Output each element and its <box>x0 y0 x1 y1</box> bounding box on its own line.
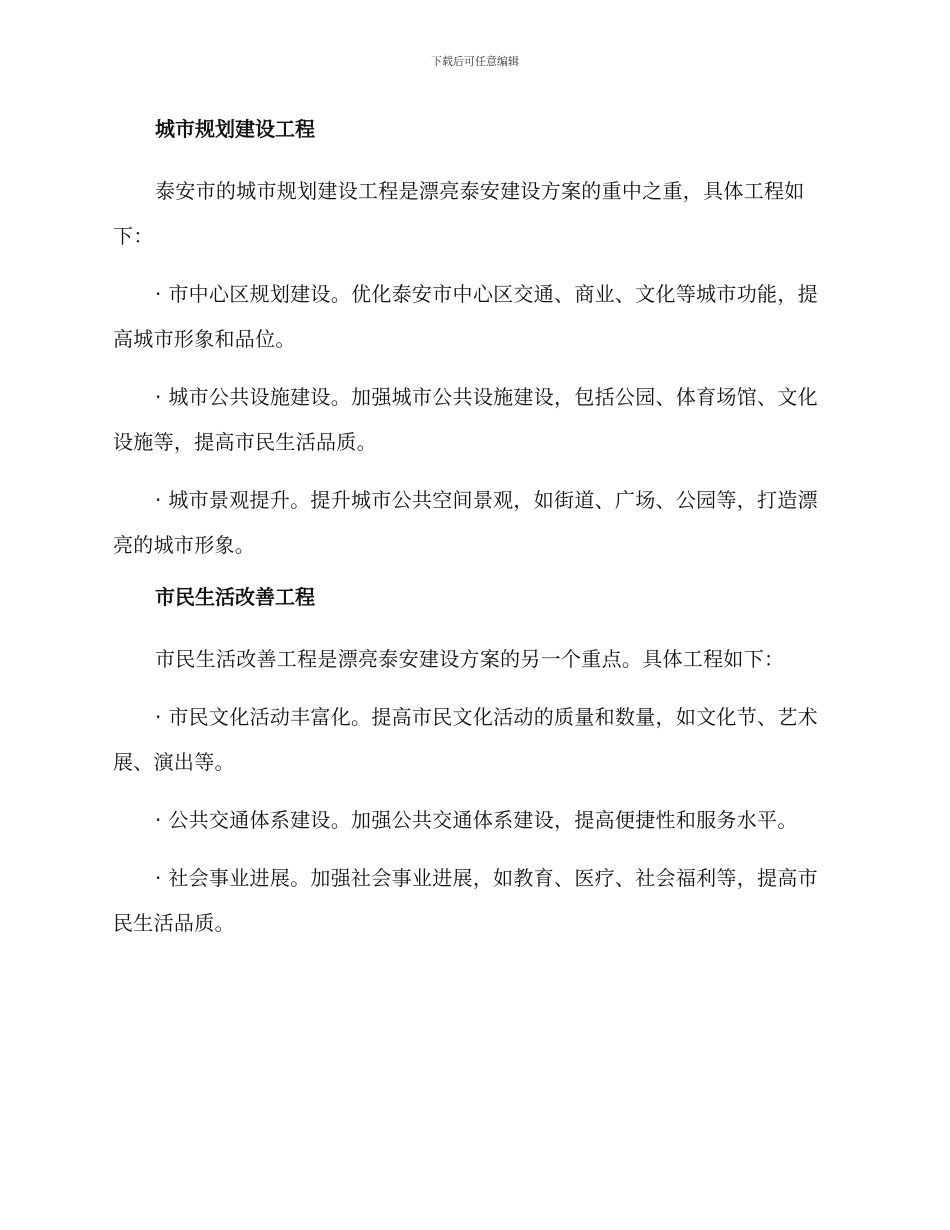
list-item: · 城市公共设施建设。加强城市公共设施建设，包括公园、体育场馆、文化设施等，提高市民生活品质。 <box>113 385 818 454</box>
section-title-citizen-life: 市民生活改善工程 <box>155 585 315 609</box>
page-header: 下载后可任意编辑 <box>431 55 519 68</box>
list-item: · 城市景观提升。提升城市公共空间景观，如街道、广场、公园等，打造漂亮的城市形象。 <box>113 488 818 557</box>
section-title-urban-planning: 城市规划建设工程 <box>155 117 315 141</box>
list-item: · 市中心区规划建设。优化泰安市中心区交通、商业、文化等城市功能，提高城市形象和品位。 <box>113 282 818 351</box>
list-item: · 社会事业进展。加强社会事业进展，如教育、医疗、社会福利等，提高市民生活品质。 <box>113 866 818 935</box>
section-intro-urban-planning: 泰安市的城市规划建设工程是漂亮泰安建设方案的重中之重，具体工程如下： <box>113 179 805 248</box>
section-intro-citizen-life: 市民生活改善工程是漂亮泰安建设方案的另一个重点。具体工程如下： <box>155 647 785 671</box>
document-body <box>113 113 833 959</box>
list-item: · 公共交通体系建设。加强公共交通体系建设，提高便捷性和服务水平。 <box>155 808 798 832</box>
list-item: · 市民文化活动丰富化。提高市民文化活动的质量和数量，如文化节、艺术展、演出等。 <box>113 705 818 774</box>
